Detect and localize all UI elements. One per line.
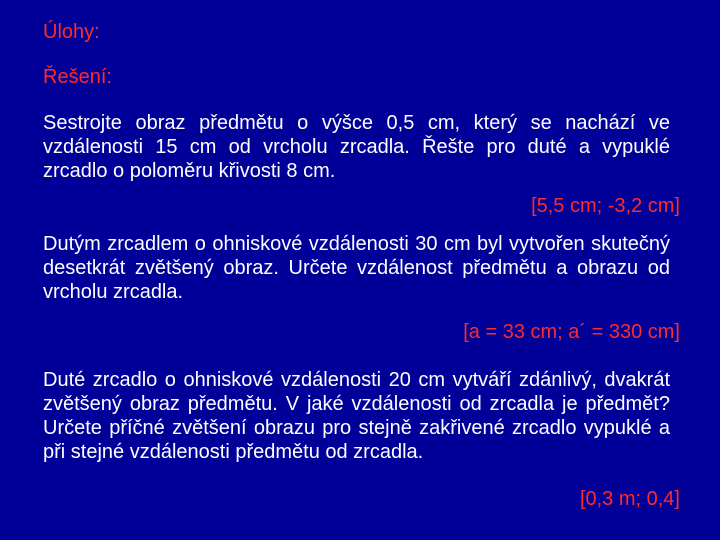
solution-heading: Řešení: <box>43 66 112 88</box>
problem-3-text: Duté zrcadlo o ohniskové vzdálenosti 20 cm vytváří zdánlivý, dvakrát zvětšený obraz předmětu. V jaké vzdálenosti od zrcadla je předmět? Určete příčné zvětšení obrazu pro stejně zakřivené zrcadlo vypuklé a při stejné vzdálenosti předmětu od zrcadla. <box>43 369 670 463</box>
problem-1-text: Sestrojte obraz předmětu o výšce 0,5 cm, který se nachází ve vzdálenosti 15 cm od vrcholu zrcadla. Řešte pro duté a vypuklé zrcadlo o poloměru křivosti 8 cm. <box>43 112 670 182</box>
problem-1-answer: [5,5 cm; -3,2 cm] <box>531 195 680 217</box>
problem-2-answer: [a = 33 cm; a´ = 330 cm] <box>463 321 680 343</box>
tasks-heading: Úlohy: <box>43 21 100 43</box>
problem-2-text: Dutým zrcadlem o ohniskové vzdálenosti 30 cm byl vytvořen skutečný desetkrát zvětšený obraz. Určete vzdálenost předmětu a obrazu od vrcholu zrcadla. <box>43 233 670 303</box>
problem-3-answer: [0,3 m; 0,4] <box>579 488 680 510</box>
